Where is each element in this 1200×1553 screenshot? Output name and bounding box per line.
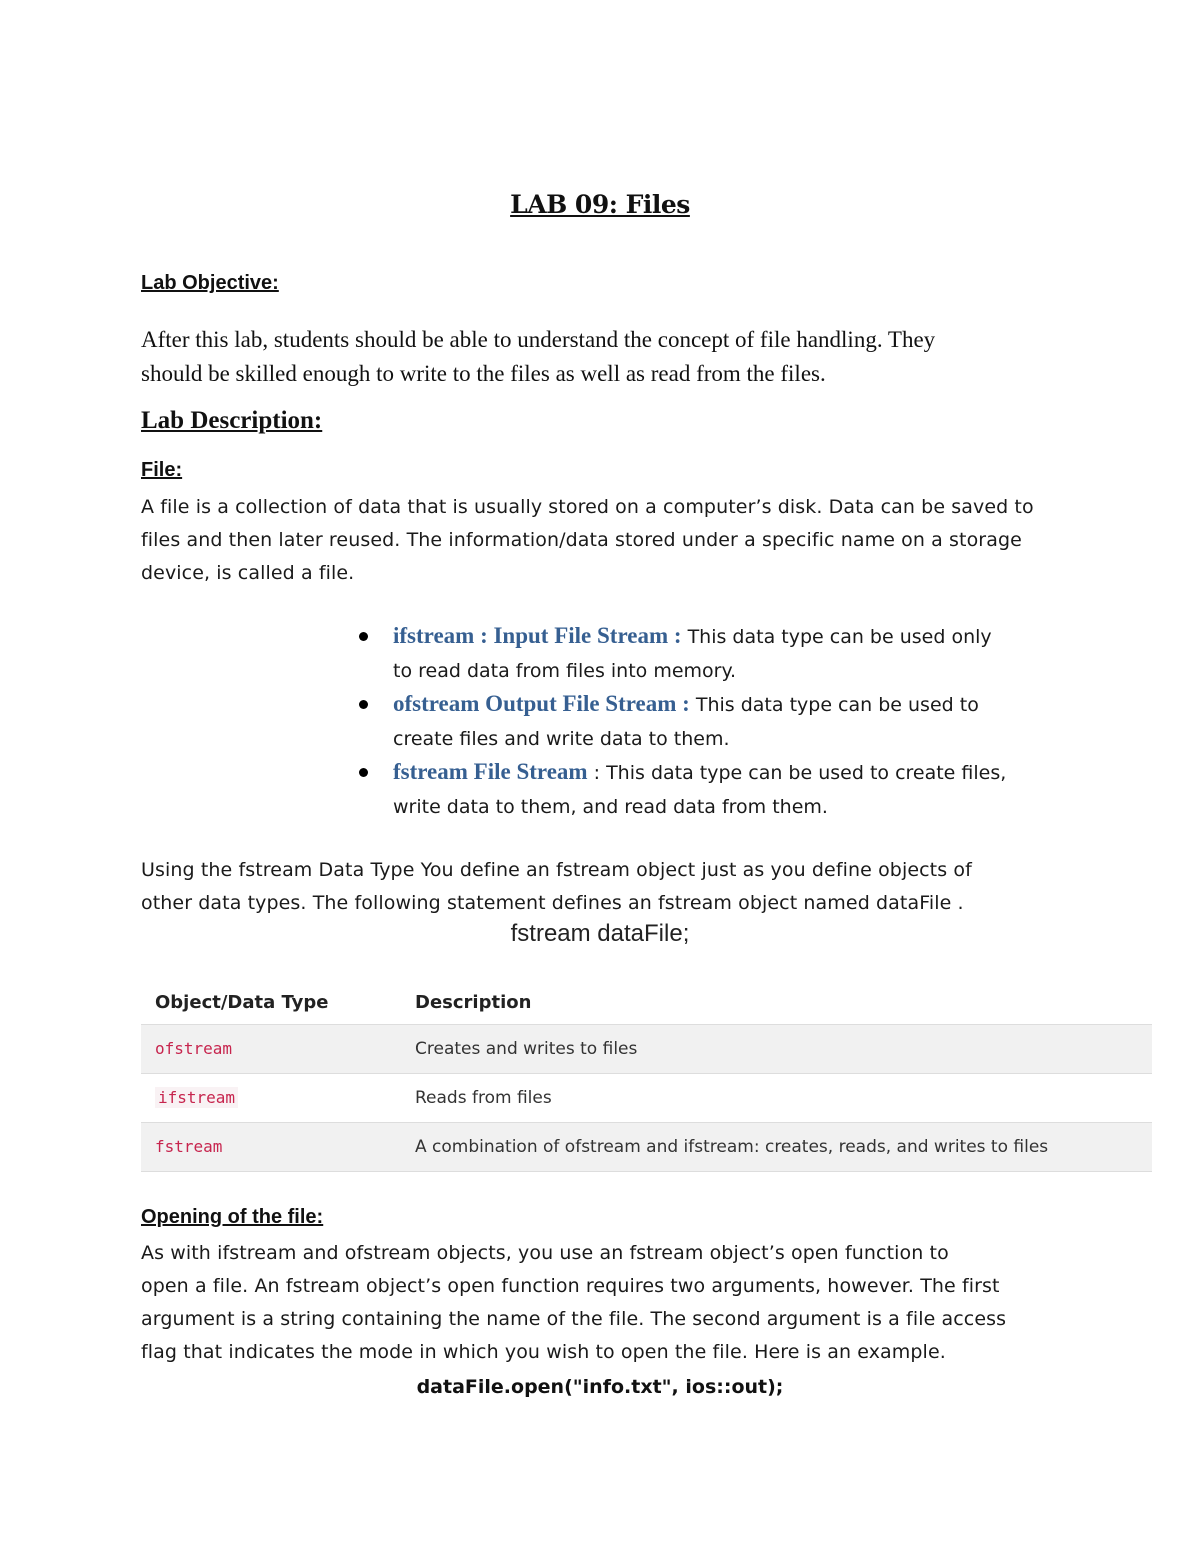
file-heading: File:	[141, 459, 183, 481]
file-line: A file is a collection of data that is usually stored on a computer’s disk. Data can be saved to	[141, 496, 1034, 518]
table-row	[141, 1074, 1152, 1123]
bullet-term: fstream File Stream	[393, 759, 588, 784]
column-header: Object/Data Type	[141, 980, 401, 1025]
open-call-code: dataFile.open("info.txt", ios::out);	[416, 1376, 784, 1398]
opening-line: As with ifstream and ofstream objects, you use an fstream object’s open function to	[141, 1242, 949, 1264]
bullet-term: ifstream : Input File Stream :	[393, 623, 682, 648]
objective-paragraph	[141, 323, 935, 391]
bullet-desc: : This data type can be used to create files,	[587, 762, 1007, 784]
bullet-desc-cont: write data to them, and read data from them.	[393, 796, 828, 818]
table-row	[141, 1025, 1152, 1074]
file-paragraph	[141, 491, 1034, 590]
objective-heading: Lab Objective:	[141, 272, 279, 294]
bullet-icon	[359, 632, 368, 641]
fstream-line: Using the fstream Data Type You define an fstream object just as you define objects of	[141, 859, 972, 881]
column-header: Description	[401, 980, 1152, 1025]
stream-types-list	[355, 620, 1075, 824]
opening-paragraph	[141, 1237, 1006, 1369]
page-title: LAB 09: Files	[510, 190, 690, 219]
objective-line: should be skilled enough to write to the files as well as read from the files.	[141, 361, 826, 386]
type-cell: fstream	[141, 1123, 401, 1172]
stream-types-table	[141, 980, 1152, 1172]
opening-line: argument is a string containing the name of the file. The second argument is a file access	[141, 1308, 1007, 1330]
bullet-icon	[359, 700, 368, 709]
fstream-line: other data types. The following statement defines an fstream object named dataFile .	[141, 892, 964, 914]
list-item	[355, 620, 1075, 688]
bullet-desc: This data type can be used to	[689, 694, 979, 716]
bullet-icon	[359, 768, 368, 777]
fstream-declaration-code: fstream dataFile;	[510, 920, 690, 947]
file-line: device, is called a file.	[141, 562, 355, 584]
type-cell: ifstream	[141, 1074, 401, 1123]
type-cell: ofstream	[141, 1025, 401, 1074]
description-heading: Lab Description:	[141, 407, 323, 434]
description-cell: Creates and writes to files	[401, 1025, 1152, 1074]
opening-line: flag that indicates the mode in which you wish to open the file. Here is an example.	[141, 1341, 946, 1363]
description-cell: A combination of ofstream and ifstream: creates, reads, and writes to files	[401, 1123, 1152, 1172]
opening-line: open a file. An fstream object’s open function requires two arguments, however. The first	[141, 1275, 1000, 1297]
bullet-desc-cont: create files and write data to them.	[393, 728, 730, 750]
list-item	[355, 756, 1075, 824]
bullet-desc-cont: to read data from files into memory.	[393, 660, 737, 682]
table-row	[141, 1123, 1152, 1172]
list-item	[355, 688, 1075, 756]
bullet-desc: This data type can be used only	[681, 626, 992, 648]
table-header-row	[141, 980, 1152, 1025]
description-cell: Reads from files	[401, 1074, 1152, 1123]
file-line: files and then later reused. The information/data stored under a specific name on a storage	[141, 529, 1022, 551]
opening-heading: Opening of the file:	[141, 1206, 324, 1228]
objective-line: After this lab, students should be able to understand the concept of file handling. They	[141, 327, 936, 352]
fstream-paragraph	[141, 854, 972, 920]
bullet-term: ofstream Output File Stream :	[393, 691, 690, 716]
